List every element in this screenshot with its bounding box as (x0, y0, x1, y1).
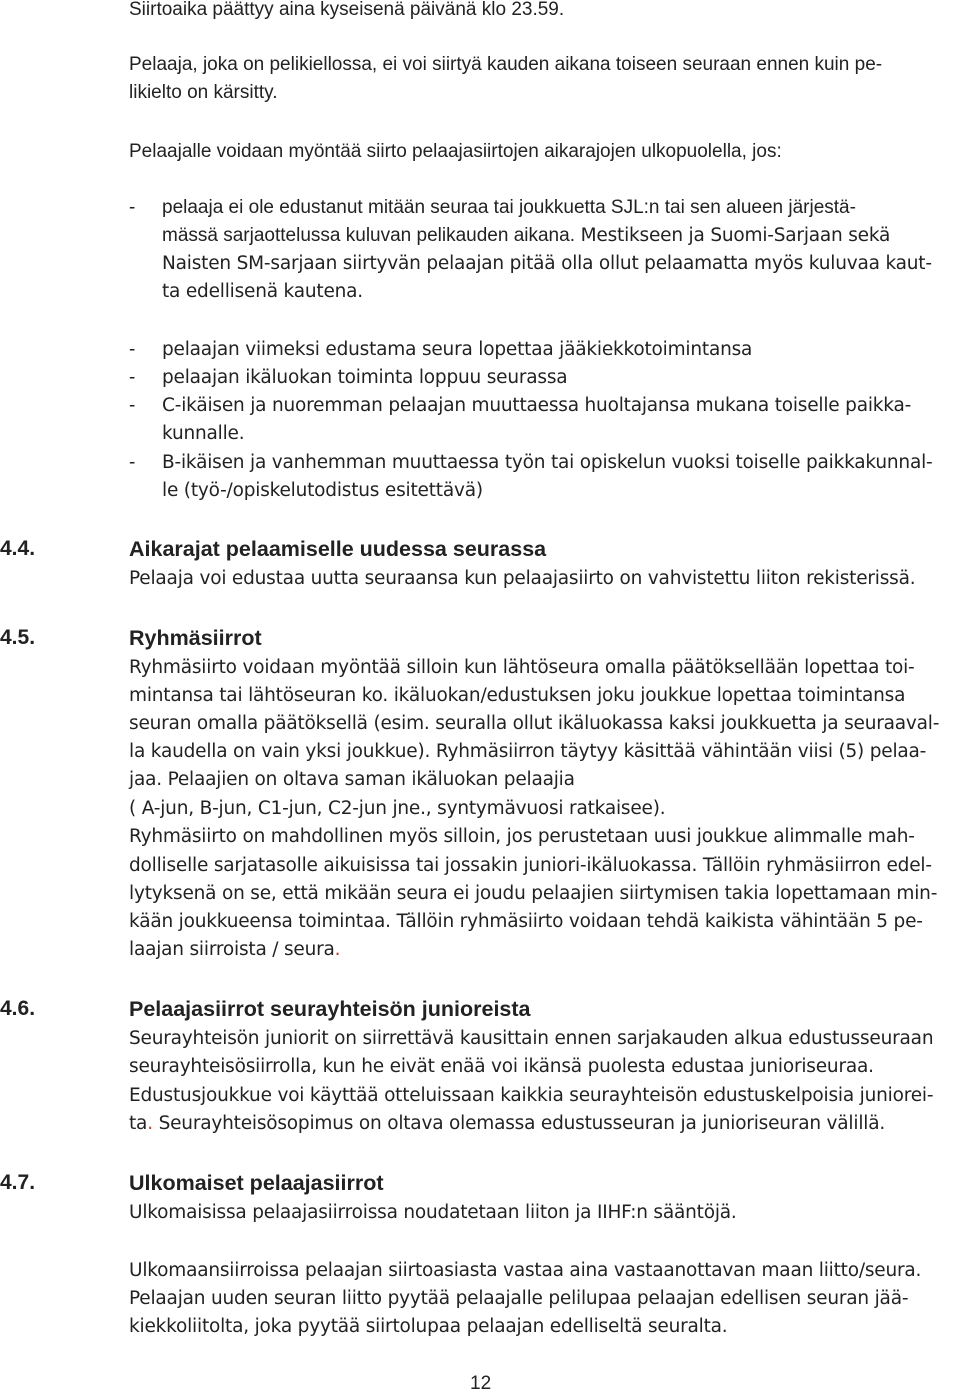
list2-item-1: pelaajan viimeksi edustama seura lopettaa jääkiekkotoimintansa (162, 339, 753, 360)
section-heading: Aikarajat pelaamiselle uudessa seurassa (129, 537, 547, 561)
section-heading: Pelaajasiirrot seurayhteisön junioreista (129, 997, 531, 1021)
section-4-5-line: Ryhmäsiirto on mahdollinen myös silloin, jos perustetaan uusi joukkue alimmalle mah- (129, 826, 915, 847)
list1-line-3: Naisten SM-sarjaan siirtyvän pelaajan pitää olla ollut pelaamatta myös kuluvaa kaut- (162, 253, 932, 274)
red-period: . (147, 1113, 153, 1134)
section-4-6-line-last: ta. Seurayhteisösopimus on oltava olemassa edustusseuran ja junioriseuran välillä. (129, 1113, 886, 1134)
red-period: . (334, 939, 341, 960)
section-4-7-line: Ulkomaansiirroissa pelaajan siirtoasiasta vastaa aina vastaanottavan maan liitto/seura. (129, 1260, 922, 1281)
section-4-5-line: kään joukkueensa toimintaa. Tällöin ryhmäsiirto voidaan tehdä kaikista vähintään 5 pe- (129, 911, 923, 932)
section-4-5-line: Ryhmäsiirto voidaan myöntää silloin kun lähtöseura omalla päätöksellään lopettaa toi- (129, 657, 915, 678)
list1-line-1: pelaaja ei ole edustanut mitään seuraa tai joukkuetta SJL:n tai sen alueen järjestä- (162, 197, 856, 218)
section-4-6-line: Edustusjoukkue voi käyttää otteluissaan kaikkia seurayhteisön edustuskelpoisia juniorei- (129, 1085, 934, 1106)
list2-item-3-line-1: C-ikäisen ja nuoremman pelaajan muuttaessa huoltajansa mukana toiselle paikka- (162, 395, 912, 416)
section-4-7-line: kiekkoliitolta, joka pyytää siirtolupaa pelaajan edelliseltä seuralta. (129, 1316, 728, 1337)
list1-line-2: mässä sarjaottelussa kuluvan pelikauden aikana. Mestikseen ja Suomi-Sarjaan sekä (162, 225, 891, 246)
list-dash: - (129, 197, 136, 218)
section-number: 4.6. (0, 997, 36, 1020)
list2-item-4-line-1: B-ikäisen ja vanhemman muuttaessa työn tai opiskelun vuoksi toiselle paikkakunnal- (162, 452, 933, 473)
section-4-6-line: seurayhteisösiirrolla, kun he eivät enää voi ikänsä puolesta edustaa junioriseuraa. (129, 1056, 874, 1077)
section-4-6-line: Seurayhteisön juniorit on siirrettävä kausittain ennen sarjakauden alkua edustusseuraan (129, 1028, 934, 1049)
list1-line-4: ta edellisenä kautena. (162, 281, 363, 302)
section-number: 4.4. (0, 537, 36, 560)
list2-item-2: pelaajan ikäluokan toiminta loppuu seurassa (162, 367, 568, 388)
list2-item-3-line-2: kunnalle. (162, 423, 245, 444)
list-dash: - (129, 339, 136, 360)
section-heading: Ryhmäsiirrot (129, 626, 262, 650)
intro-paragraph-1: Siirtoaika päättyy aina kyseisenä päivänä klo 23.59. (129, 0, 565, 20)
section-4-5-line-last: laajan siirroista / seura. (129, 939, 341, 960)
section-4-4-body: Pelaaja voi edustaa uutta seuraansa kun pelaajasiirto on vahvistettu liiton rekisterissä. (129, 568, 916, 589)
list-dash: - (129, 452, 136, 473)
section-4-5-line: la kaudella on vain yksi joukkue). Ryhmäsiirron täytyy käsittää vähintään viisi (5) pelaa- (129, 741, 927, 762)
section-4-5-line: jaa. Pelaajien on oltava saman ikäluokan pelaajia (129, 769, 575, 790)
list-dash: - (129, 367, 136, 388)
section-4-7-line: Ulkomaisissa pelaajasiirroissa noudatetaan liiton ja IIHF:n sääntöjä. (129, 1202, 737, 1223)
list-dash: - (129, 395, 136, 416)
section-number: 4.7. (0, 1171, 36, 1194)
section-4-5-line: dolliselle sarjatasolle aikuisissa tai jossakin juniori-ikäluokassa. Tällöin ryhmäsiirron edel- (129, 855, 932, 876)
section-4-5-line: mintansa tai lähtöseuran ko. ikäluokan/edustuksen joku joukkue lopettaa toimintansa (129, 685, 906, 706)
page-number: 12 (470, 1373, 492, 1394)
section-4-7-line: Pelaajan uuden seuran liitto pyytää pelaajalle pelilupaa pelaajan edellisen seuran jää- (129, 1288, 909, 1309)
section-4-5-line: ( A-jun, B-jun, C1-jun, C2-jun jne., syntymävuosi ratkaisee). (129, 798, 666, 819)
section-heading: Ulkomaiset pelaajasiirrot (129, 1171, 384, 1195)
list2-item-4-line-2: le (työ-/opiskelutodistus esitettävä) (162, 480, 483, 501)
section-4-5-line: seuran omalla päätöksellä (esim. seuralla ollut ikäluokassa kaksi joukkuetta ja seuraaval- (129, 713, 940, 734)
section-number: 4.5. (0, 626, 36, 649)
intro-paragraph-2-line-1: Pelaaja, joka on pelikiellossa, ei voi siirtyä kauden aikana toiseen seuraan ennen kuin pe- (129, 54, 883, 75)
intro-paragraph-2-line-2: likielto on kärsitty. (129, 82, 278, 103)
intro-paragraph-3: Pelaajalle voidaan myöntää siirto pelaajasiirtojen aikarajojen ulkopuolella, jos: (129, 141, 782, 162)
section-4-5-line: lytyksenä on se, että mikään seura ei joudu pelaajien siirtymisen takia lopettamaan min- (129, 883, 938, 904)
